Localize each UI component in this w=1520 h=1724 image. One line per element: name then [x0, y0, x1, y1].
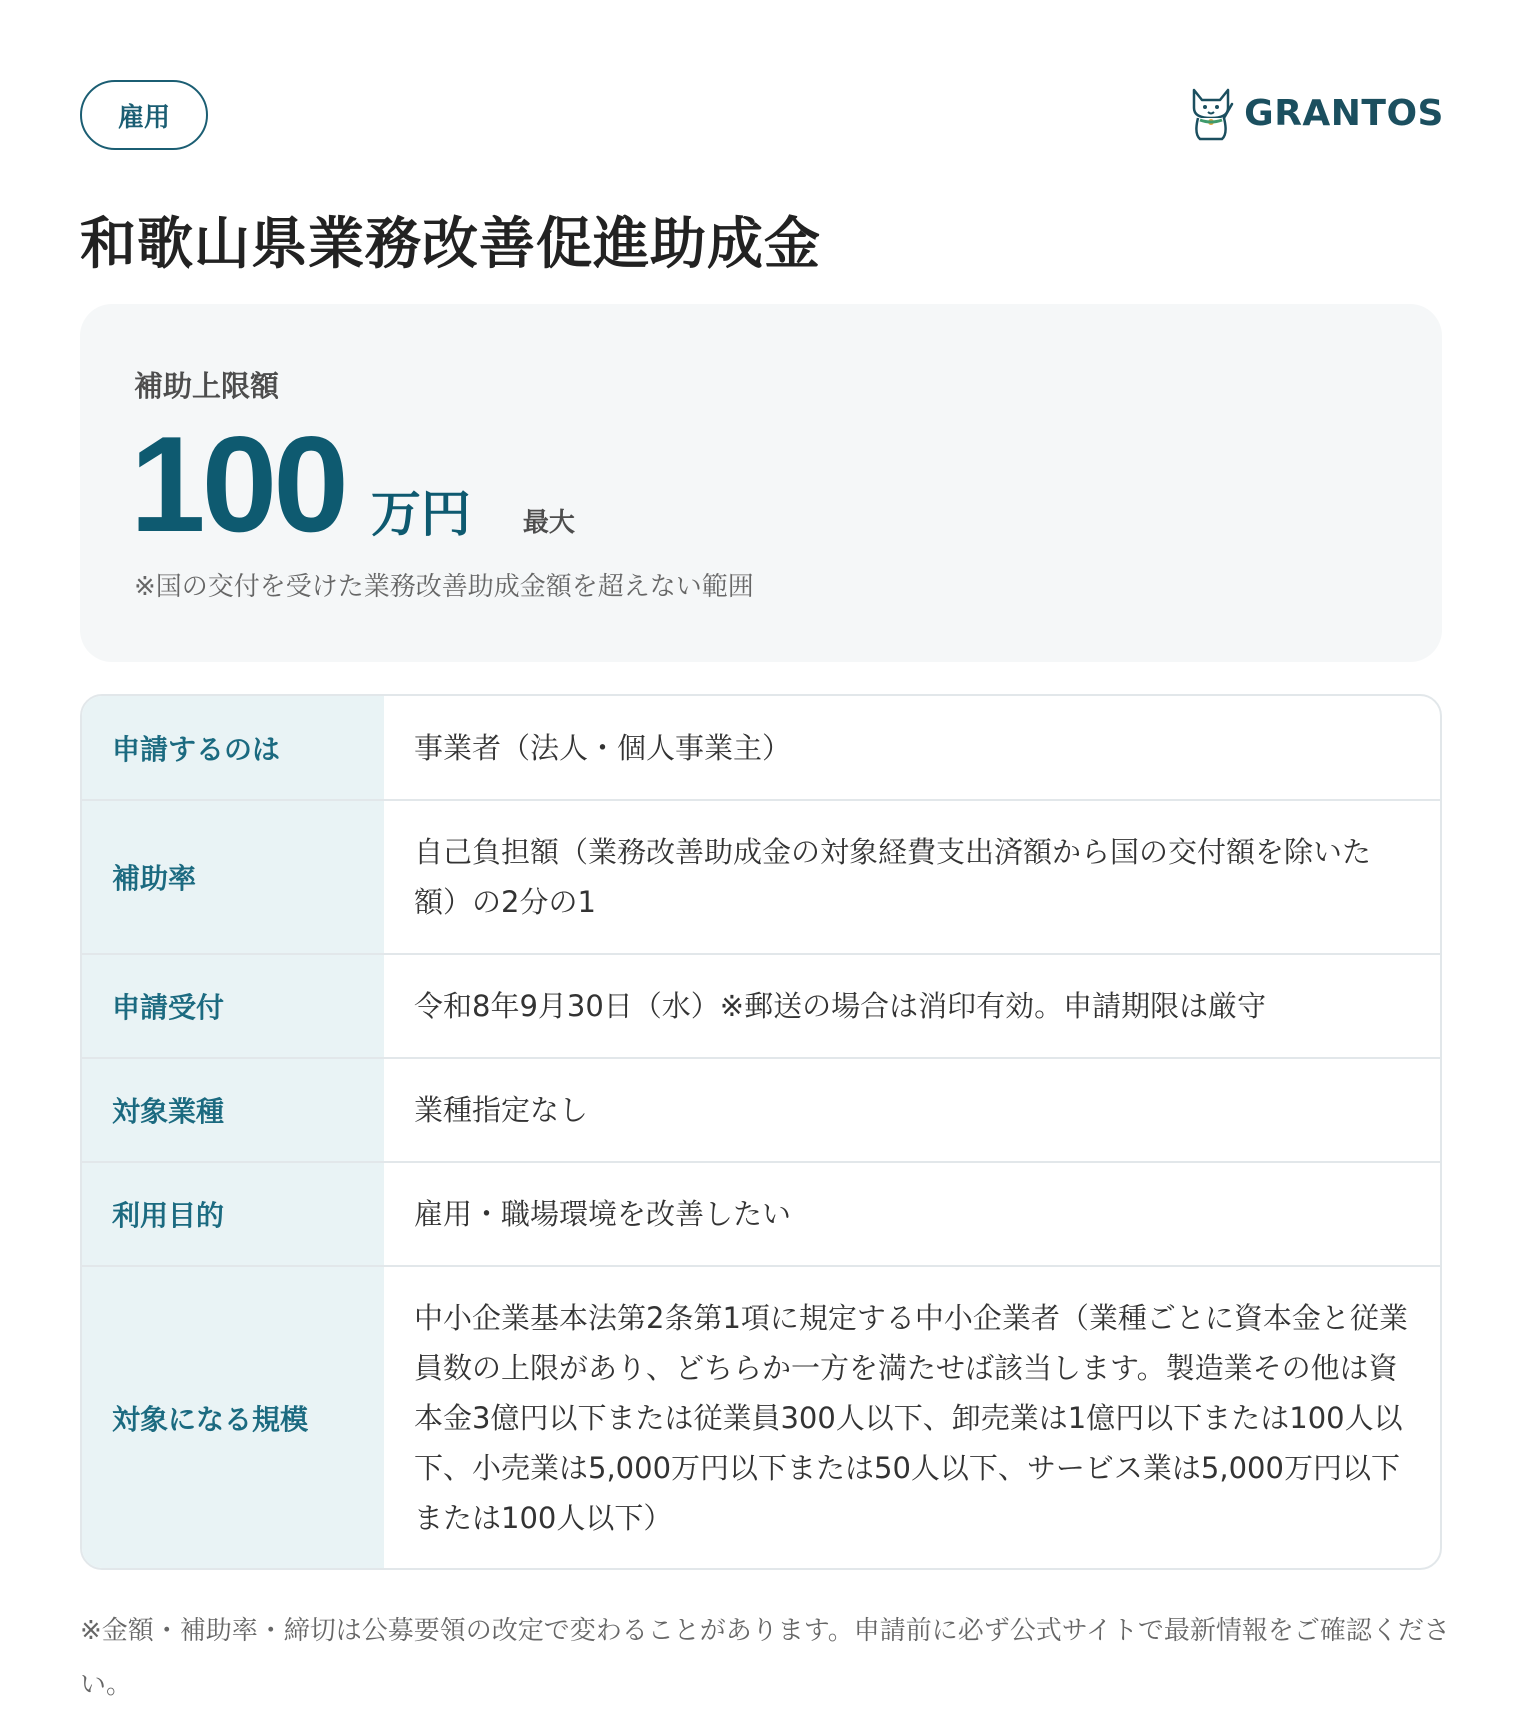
- row-label: 対象になる規模: [82, 1267, 384, 1568]
- table-row: [82, 1059, 1440, 1163]
- maneki-neko-cat-icon: [1186, 84, 1236, 142]
- category-badge: 雇用: [80, 80, 208, 150]
- amount-qualifier: 最大: [522, 508, 575, 538]
- row-label: 利用目的: [82, 1163, 384, 1265]
- page-title: 和歌山県業務改善促進助成金: [80, 212, 821, 277]
- row-label: 申請受付: [82, 955, 384, 1057]
- footer-disclaimer: ※金額・補助率・締切は公募要領の改定で変わることがあります。申請前に必ず公式サイトで最新情報をご確認ください。: [80, 1616, 1450, 1700]
- subsidy-amount-card: [80, 304, 1442, 662]
- row-value: 雇用・職場環境を改善したい: [414, 1197, 792, 1231]
- table-row: [82, 801, 1440, 955]
- table-row: [82, 1163, 1440, 1267]
- row-value: 中小企業基本法第2条第1項に規定する中小企業者（業種ごとに資本金と従業員数の上限があり、どちらか一方を満たせば該当します。製造業その他は資本金3億円以下または従業員300人以下、卸売業は1億円以下または100人以下、小売業は5,000万円以下または50人以下、サービス業は5,000万円以下または100人以下）: [414, 1300, 1408, 1535]
- details-table: [80, 694, 1442, 1570]
- amount-row: [130, 408, 575, 560]
- amount-value: 100: [130, 408, 345, 560]
- table-row: [82, 696, 1440, 801]
- row-value: 自己負担額（業務改善助成金の対象経費支出済額から国の交付額を除いた額）の2分の1: [414, 835, 1372, 919]
- row-value: 令和8年9月30日（水）※郵送の場合は消印有効。申請期限は厳守: [414, 989, 1267, 1023]
- row-label: 補助率: [82, 801, 384, 953]
- table-row: [82, 1267, 1440, 1568]
- amount-note: ※国の交付を受けた業務改善助成金額を超えない範囲: [134, 572, 754, 602]
- amount-label: 補助上限額: [134, 369, 280, 403]
- brand-logo: [1186, 84, 1444, 142]
- table-row: [82, 955, 1440, 1059]
- brand-name: GRANTOS: [1244, 92, 1444, 134]
- row-value: 事業者（法人・個人事業主）: [414, 730, 792, 765]
- amount-unit: 万円: [370, 485, 471, 543]
- row-label: 申請するのは: [82, 696, 384, 799]
- row-value: 業種指定なし: [414, 1093, 589, 1127]
- row-label: 対象業種: [82, 1059, 384, 1161]
